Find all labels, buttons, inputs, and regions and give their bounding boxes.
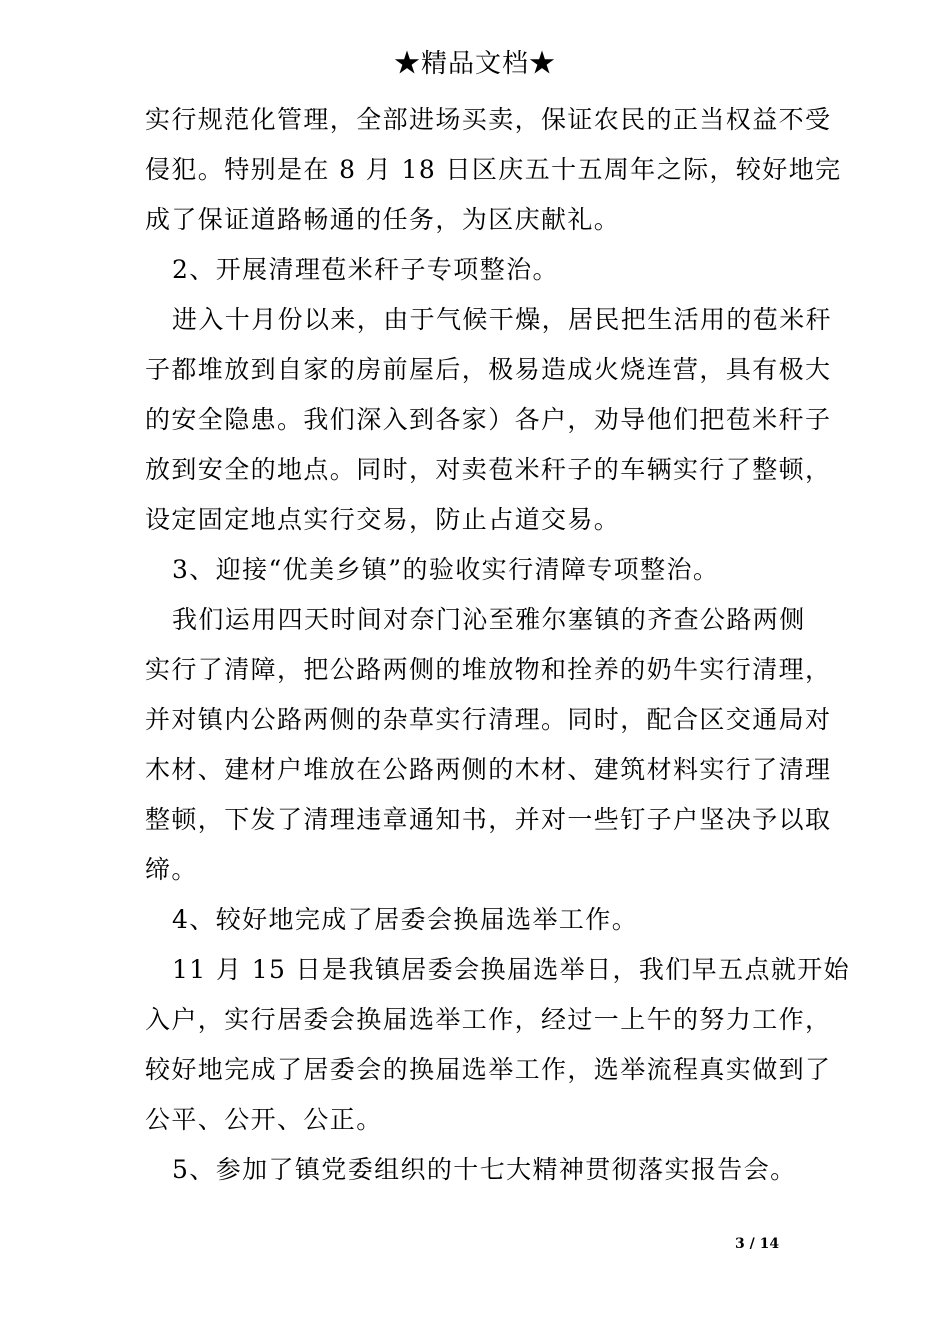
body-line: 整顿，下发了清理违章通知书，并对一些钉子户坚决予以取 xyxy=(145,805,832,834)
body-line: 侵犯。特别是在 8 月 18 日区庆五十五周年之际，较好地完 xyxy=(145,155,842,184)
section-heading: 5、参加了镇党委组织的十七大精神贯彻落实报告会。 xyxy=(172,1155,797,1184)
body-line: 的安全隐患。我们深入到各家）各户，劝导他们把苞米秆子 xyxy=(145,405,832,434)
body-line: 较好地完成了居委会的换届选举工作，选举流程真实做到了 xyxy=(145,1055,832,1084)
body-line: 设定固定地点实行交易，防止占道交易。 xyxy=(145,505,621,534)
body-line: 实行了清障，把公路两侧的堆放物和拴养的奶牛实行清理， xyxy=(145,655,832,684)
body-line: 成了保证道路畅通的任务，为区庆献礼。 xyxy=(145,205,621,234)
body-line: 我们运用四天时间对奈门沁至雅尔塞镇的齐查公路两侧 xyxy=(172,605,806,634)
body-line: 11 月 15 日是我镇居委会换届选举日，我们早五点就开始 xyxy=(172,955,851,984)
page-header-title: ★精品文档★ xyxy=(393,49,556,79)
body-line: 实行规范化管理，全部进场买卖，保证农民的正当权益不受 xyxy=(145,105,832,134)
document-body xyxy=(145,95,851,1195)
body-line: 缔。 xyxy=(145,855,198,884)
page-number: 3 / 14 xyxy=(735,1236,780,1252)
body-line: 并对镇内公路两侧的杂草实行清理。同时，配合区交通局对 xyxy=(145,705,832,734)
body-line: 子都堆放到自家的房前屋后，极易造成火烧连营，具有极大 xyxy=(145,355,832,384)
section-heading: 2、开展清理苞米秆子专项整治。 xyxy=(172,255,559,284)
section-heading: 3、迎接“优美乡镇”的验收实行清障专项整治。 xyxy=(172,555,720,584)
section-heading: 4、较好地完成了居委会换届选举工作。 xyxy=(172,905,639,934)
body-line: 放到安全的地点。同时，对卖苞米秆子的车辆实行了整顿， xyxy=(145,455,832,484)
body-line: 进入十月份以来，由于气候干燥，居民把生活用的苞米秆 xyxy=(172,305,833,334)
body-line: 公平、公开、公正。 xyxy=(145,1105,383,1134)
body-line: 入户，实行居委会换届选举工作，经过一上午的努力工作， xyxy=(145,1005,832,1034)
body-line: 木材、建材户堆放在公路两侧的木材、建筑材料实行了清理 xyxy=(145,755,832,784)
